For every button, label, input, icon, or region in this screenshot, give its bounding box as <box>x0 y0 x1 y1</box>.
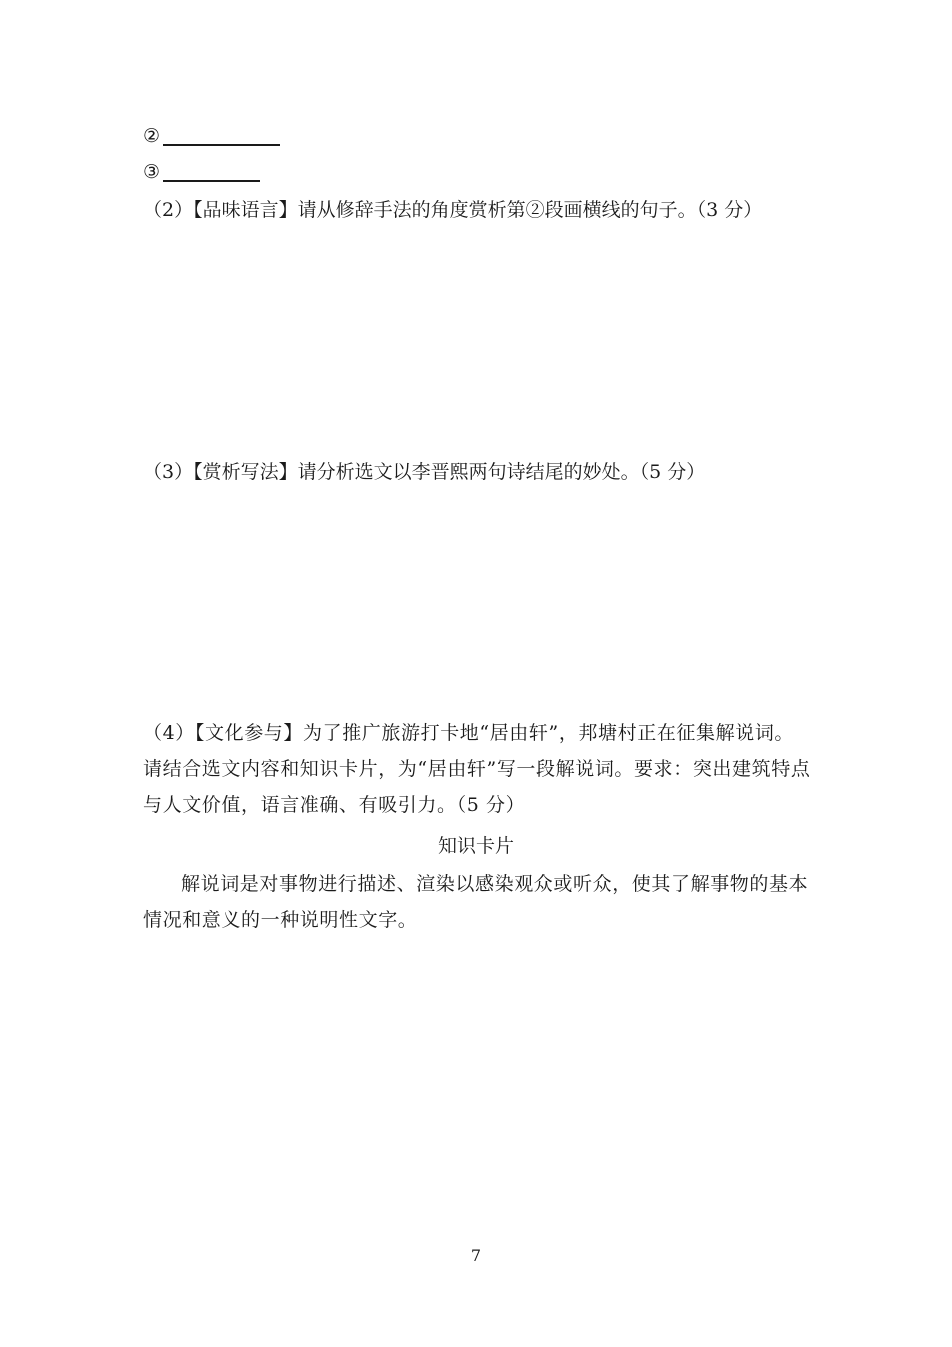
answer-area-q4[interactable] <box>143 945 809 1225</box>
question-3: （3）【赏析写法】请分析选文以李晋熙两句诗结尾的妙处。（5 分） <box>143 461 706 483</box>
answer-area-q3[interactable] <box>143 494 809 704</box>
circled-number-3: ③ <box>143 161 161 183</box>
answer-blank-2 <box>143 122 280 150</box>
question-2: （2）【品味语言】请从修辞手法的角度赏析第②段画横线的句子。（3 分） <box>143 199 763 221</box>
page-number: 7 <box>470 1246 482 1265</box>
knowledge-card-body: 解说词是对事物进行描述、渲染以感染观众或听众，使其了解事物的基本情况和意义的一种说明性文字。 <box>143 873 809 931</box>
fill-in-line[interactable] <box>163 160 260 182</box>
knowledge-card-title: 知识卡片 <box>437 835 514 857</box>
circled-number-2: ② <box>143 125 161 147</box>
question-4: （4）【文化参与】为了推广旅游打卡地“居由轩”，邦塘村正在征集解说词。请结合选文内容和知识卡片，为“居由轩”写一段解说词。要求：突出建筑特点与人文价值，语言准确、有吸引力。（5 分） <box>143 722 811 816</box>
answer-blank-3 <box>143 158 260 186</box>
fill-in-line[interactable] <box>163 124 280 146</box>
answer-area-q2[interactable] <box>143 232 809 452</box>
